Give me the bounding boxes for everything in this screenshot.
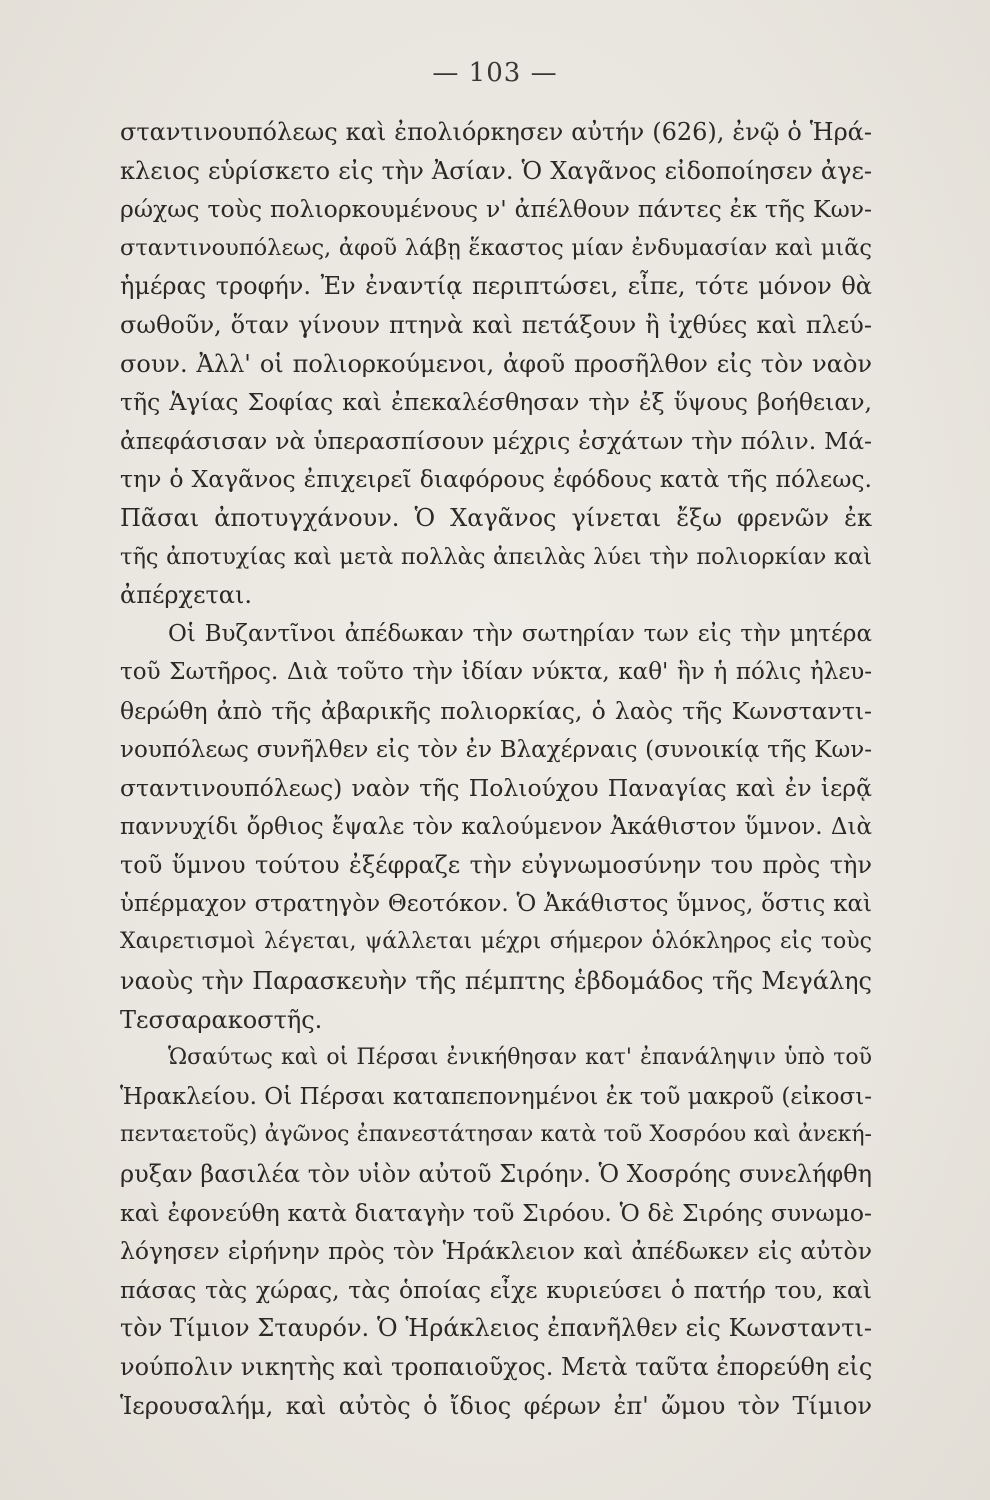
text-line: πάσας τὰς χώρας, τὰς ὁποίας εἶχε κυριεύσει ὁ πατήρ του, καὶ bbox=[120, 1275, 872, 1304]
text-line: ἡμέρας τροφήν. Ἐν ἐναντίᾳ περιπτώσει, εἶπε, τότε μόνον θὰ bbox=[120, 272, 872, 301]
text-line: τοῦ ὕμνου τούτου ἐξέφραζε τὴν εὐγνωμοσύνην του πρὸς τὴν bbox=[120, 851, 872, 880]
text-line: τῆς ἀποτυχίας καὶ μετὰ πολλὰς ἀπειλὰς λύει τὴν πολιορκίαν καὶ bbox=[120, 543, 872, 570]
text-line: ἀπεφάσισαν νὰ ὑπερασπίσουν μέχρις ἐσχάτων τὴν πόλιν. Μά- bbox=[120, 426, 872, 455]
text-line: Τεσσαρακοστῆς. bbox=[120, 1005, 323, 1034]
text-line: λόγησεν εἰρήνην πρὸς τὸν Ἡράκλειον καὶ ἀπέδωκεν εἰς αὐτὸν bbox=[120, 1237, 872, 1266]
text-line: νουπόλεως συνῆλθεν εἰς τὸν ἐν Βλαχέρναις (συνοικίᾳ τῆς Κων- bbox=[120, 736, 872, 763]
text-line: παννυχίδι ὄρθιος ἔψαλε τὸν καλούμενον Ἀκάθιστον ὕμνον. Διὰ bbox=[120, 813, 872, 840]
text-line: κλειος εὑρίσκετο εἰς τὴν Ἀσίαν. Ὁ Χαγᾶνος εἰδοποίησεν ἀγε- bbox=[120, 156, 872, 185]
text-line: τοῦ Σωτῆρος. Διὰ τοῦτο τὴν ἰδίαν νύκτα, καθ' ἣν ἡ πόλις ἠλευ- bbox=[120, 659, 872, 686]
text-line: Χαιρετισμοὶ λέγεται, ψάλλεται μέχρι σήμερον ὁλόκληρος εἰς τοὺς bbox=[120, 929, 872, 955]
text-line: τὸν Τίμιον Σταυρόν. Ὁ Ἡράκλειος ἐπανῆλθεν εἰς Κωνσταντι- bbox=[120, 1314, 872, 1343]
text-line: σταντινουπόλεως καὶ ἐπολιόρκησεν αὐτήν (626), ἐνῷ ὁ Ἡρά- bbox=[120, 118, 872, 146]
text-line: νούπολιν νικητὴς καὶ τροπαιοῦχος. Μετὰ ταῦτα ἐπορεύθη εἰς bbox=[120, 1353, 872, 1381]
text-line: ρώχως τοὺς πολιορκουμένους ν' ἀπέλθουν πάντες ἐκ τῆς Κων- bbox=[120, 195, 872, 224]
text-line: ρυξαν βασιλέα τὸν υἱὸν αὐτοῦ Σιρόην. Ὁ Χοσρόης συνελήφθη bbox=[120, 1160, 872, 1189]
text-line: σταντινουπόλεως, ἀφοῦ λάβῃ ἕκαστος μίαν ἐνδυμασίαν καὶ μιᾶς bbox=[120, 234, 872, 261]
text-line: Πᾶσαι ἀποτυγχάνουν. Ὁ Χαγᾶνος γίνεται ἔξω φρενῶν ἐκ bbox=[120, 503, 872, 532]
text-line: σταντινουπόλεως) ναὸν τῆς Πολιούχου Παναγίας καὶ ἐν ἱερᾷ bbox=[120, 774, 872, 803]
text-line: Ἡρακλείου. Οἱ Πέρσαι καταπεπονημένοι ἐκ τοῦ μακροῦ (εἰκοσι- bbox=[120, 1083, 872, 1110]
text-line: την ὁ Χαγᾶνος ἐπιχειρεῖ διαφόρους ἐφόδους κατὰ τῆς πόλεως. bbox=[120, 465, 872, 494]
text-line: καὶ ἐφονεύθη κατὰ διαταγὴν τοῦ Σιρόου. Ὁ δὲ Σιρόης συνωμο- bbox=[120, 1198, 872, 1227]
text-line: Οἱ Βυζαντῖνοι ἀπέδωκαν τὴν σωτηρίαν των εἰς τὴν μητέρα bbox=[168, 620, 872, 647]
text-line: ναοὺς τὴν Παρασκευὴν τῆς πέμπτης ἑβδομάδος τῆς Μεγάλης bbox=[120, 967, 872, 996]
text-line: ἀπέρχεται. bbox=[120, 581, 253, 610]
text-line: πενταετοῦς) ἀγῶνος ἐπανεστάτησαν κατὰ τοῦ Χοσρόου καὶ ἀνεκή- bbox=[120, 1122, 872, 1148]
text-line: σουν. Ἀλλ' οἱ πολιορκούμενοι, ἀφοῦ προσῆλθον εἰς τὸν ναὸν bbox=[120, 349, 872, 378]
text-line: θερώθη ἀπὸ τῆς ἀβαρικῆς πολιορκίας, ὁ λαὸς τῆς Κωνσταντι- bbox=[120, 696, 872, 725]
text-line: Ἱερουσαλήμ, καὶ αὐτὸς ὁ ἴδιος φέρων ἐπ' ὤμου τὸν Τίμιον bbox=[120, 1391, 872, 1420]
text-line: σωθοῦν, ὅταν γίνουν πτηνὰ καὶ πετάξουν ἢ ἰχθύες καὶ πλεύ- bbox=[120, 310, 872, 339]
text-line: Ὡσαύτως καὶ οἱ Πέρσαι ἐνικήθησαν κατ' ἐπανάληψιν ὑπὸ τοῦ bbox=[168, 1045, 872, 1071]
page-number: — 103 — bbox=[432, 58, 558, 88]
body-text bbox=[120, 113, 872, 1425]
text-line: ὑπέρμαχον στρατηγὸν Θεοτόκον. Ὁ Ἀκάθιστος ὕμνος, ὅστις καὶ bbox=[120, 890, 872, 917]
text-line: τῆς Ἁγίας Σοφίας καὶ ἐπεκαλέσθησαν τὴν ἐξ ὕψους βοήθειαν, bbox=[120, 388, 872, 417]
